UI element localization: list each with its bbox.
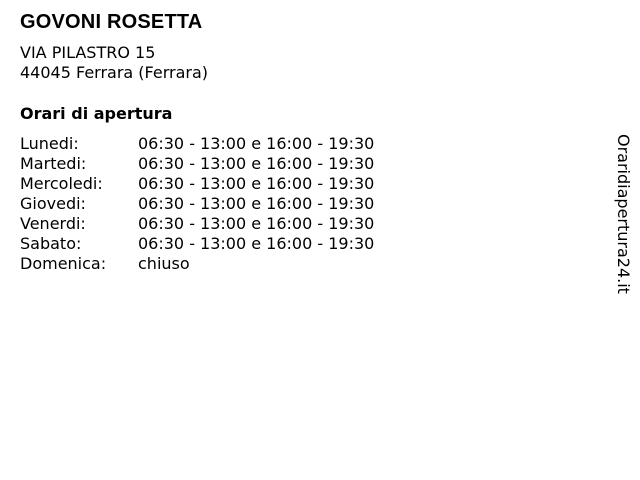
hours-value: 06:30 - 13:00 e 16:00 - 19:30 (138, 234, 375, 253)
hours-row-venerdi (20, 214, 374, 234)
day-label: Venerdi: (20, 214, 86, 233)
day-label: Sabato: (20, 234, 82, 253)
address-street: VIA PILASTRO 15 (20, 43, 156, 62)
day-label: Lunedi: (20, 134, 79, 153)
hours-row-domenica (20, 254, 374, 274)
address-city: 44045 Ferrara (Ferrara) (20, 63, 209, 82)
day-label: Giovedi: (20, 194, 86, 213)
opening-hours-table (20, 134, 374, 274)
hours-value: 06:30 - 13:00 e 16:00 - 19:30 (138, 214, 375, 233)
hours-value: chiuso (138, 254, 190, 273)
hours-value: 06:30 - 13:00 e 16:00 - 19:30 (138, 194, 375, 213)
site-watermark: Oraridiapertura24.it (614, 134, 633, 294)
hours-row-giovedi (20, 194, 374, 214)
hours-row-mercoledi (20, 174, 374, 194)
hours-value: 06:30 - 13:00 e 16:00 - 19:30 (138, 174, 375, 193)
address-block (20, 43, 208, 83)
hours-row-martedi (20, 154, 374, 174)
day-label: Domenica: (20, 254, 107, 273)
hours-row-lunedi (20, 134, 374, 154)
day-label: Mercoledi: (20, 174, 103, 193)
hours-value: 06:30 - 13:00 e 16:00 - 19:30 (138, 134, 375, 153)
hours-row-sabato (20, 234, 374, 254)
business-name: GOVONI ROSETTA (20, 11, 203, 33)
day-label: Martedi: (20, 154, 87, 173)
hours-value: 06:30 - 13:00 e 16:00 - 19:30 (138, 154, 375, 173)
opening-hours-heading: Orari di apertura (20, 104, 173, 123)
